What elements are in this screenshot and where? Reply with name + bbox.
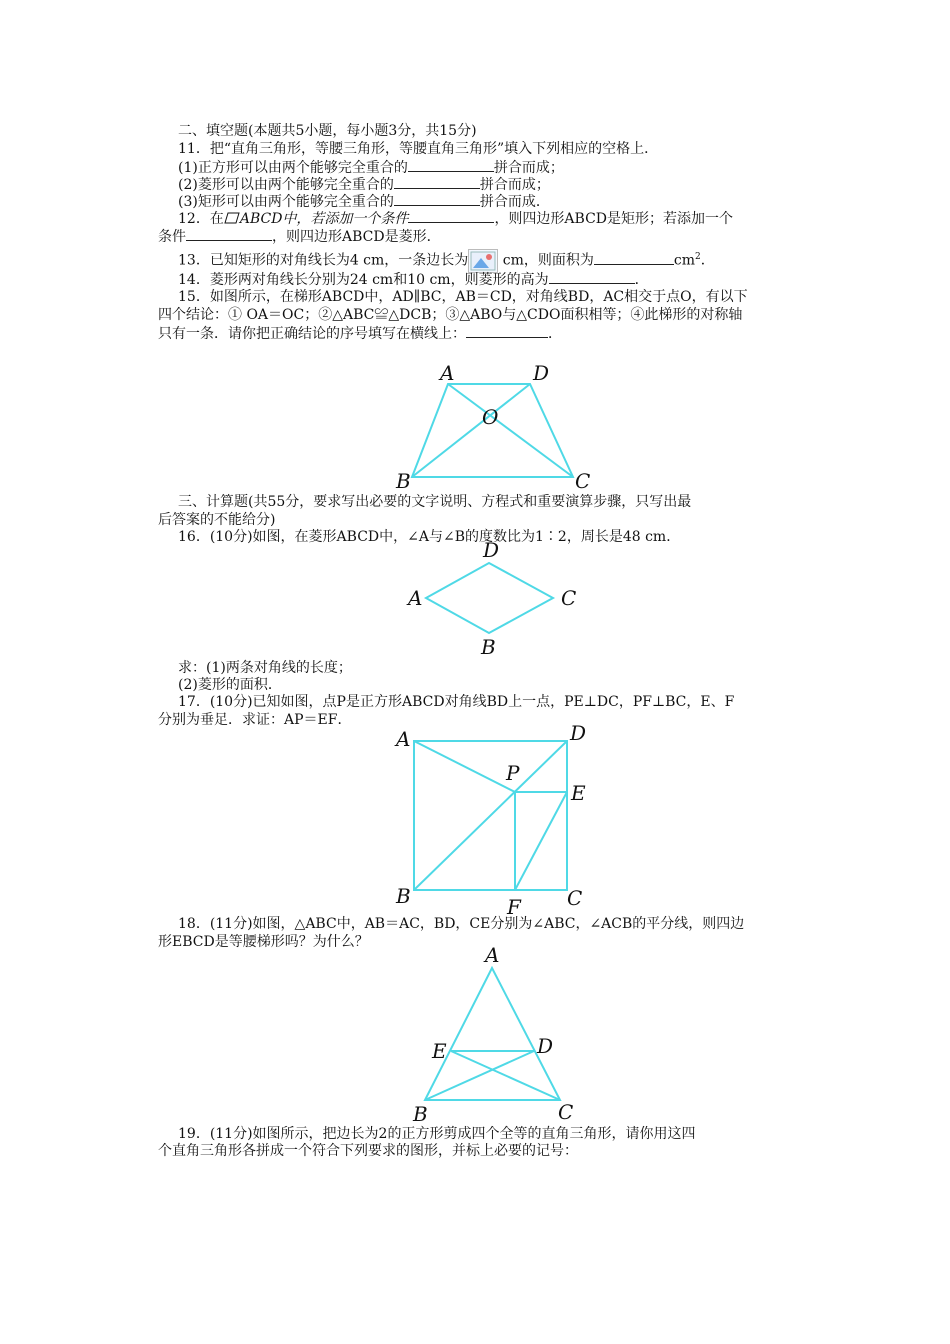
q13-b: cm，则面积为 xyxy=(502,252,594,269)
q11-3-pre: (3)矩形可以由两个能够完全重合的 xyxy=(178,194,394,210)
q14-blank[interactable] xyxy=(549,270,635,284)
q16: 16．(10分)如图，在菱形ABCD中，∠A与∠B的度数比为1∶2，周长是48 cm． xyxy=(178,529,681,545)
label-a: A xyxy=(408,586,423,610)
trapezoid-outline xyxy=(412,384,573,477)
label-d: D xyxy=(537,1034,554,1058)
q14-b: ． xyxy=(634,272,649,288)
q13-blank[interactable] xyxy=(594,251,674,265)
q15-l3-text: 只有一条．请你把正确结论的序号填写在横线上： xyxy=(158,326,466,342)
q11-2-post: 拼合而成； xyxy=(479,177,550,193)
q13-a: 13．已知矩形的对角线长为4 cm，一条边长为 xyxy=(178,252,469,269)
q12-a: 12．在 xyxy=(178,211,224,227)
q17-l2: 分别为垂足．求证：AP＝EF． xyxy=(158,712,352,728)
q12-line1 xyxy=(178,209,733,228)
q12-blank1[interactable] xyxy=(408,209,494,223)
diagonal-bd xyxy=(414,741,567,890)
q11-1-post: 拼合而成； xyxy=(493,160,564,176)
label-o: O xyxy=(482,405,499,429)
q11-2-blank[interactable] xyxy=(394,175,480,189)
q15-l3-end: ． xyxy=(548,326,562,342)
q12-b: ABCD中，若添加一个条件 xyxy=(239,211,409,227)
label-p: P xyxy=(506,761,520,785)
q11-3-blank[interactable] xyxy=(394,192,480,206)
q12-line2 xyxy=(158,227,441,246)
label-e: E xyxy=(432,1039,447,1063)
label-a: A xyxy=(485,943,500,967)
q15-l1: 15．如图所示，在梯形ABCD中，AD∥BC，AB＝CD，对角线BD，AC相交于点O，有以下 xyxy=(178,289,748,305)
q11-1-blank[interactable] xyxy=(408,158,494,172)
q16-ask1: 求：(1)两条对角线的长度； xyxy=(178,660,352,676)
label-c: C xyxy=(561,586,577,610)
label-f: F xyxy=(507,895,521,919)
section2-header: 二、填空题(本题共5小题，每小题3分，共15分) xyxy=(178,123,477,139)
q15-l2: 四个结论：① OA＝OC；②△ABC≌△DCB；③△ABO与△CDO面积相等；④此梯形的对称轴 xyxy=(158,307,743,323)
q19-l2: 个直角三角形各拼成一个符合下列要求的图形，并标上必要的记号： xyxy=(158,1143,578,1159)
label-c: C xyxy=(575,469,591,493)
parallelogram-icon xyxy=(224,211,240,227)
q12-blank2[interactable] xyxy=(186,227,272,241)
q12-c: ，则四边形ABCD是矩形；若添加一个 xyxy=(494,211,734,227)
square-outline xyxy=(414,741,567,890)
diagonal-bd xyxy=(412,384,530,477)
rhombus-outline xyxy=(426,563,553,633)
q15-l3 xyxy=(158,324,562,343)
q15-blank[interactable] xyxy=(466,324,548,338)
q11-stem: 11．把“直角三角形，等腰三角形，等腰直角三角形”填入下列相应的空格上． xyxy=(178,141,659,157)
q14 xyxy=(178,270,649,289)
q11-2-pre: (2)菱形可以由两个能够完全重合的 xyxy=(178,177,394,193)
q13-sup: 2 xyxy=(695,252,701,262)
section3-header-l1: 三、计算题(共55分，要求写出必要的文字说明、方程式和重要演算步骤，只写出最 xyxy=(178,494,692,510)
section3-header-l2: 后答案的不能给分) xyxy=(158,512,276,528)
q13-d: ． xyxy=(700,252,715,269)
label-c: C xyxy=(558,1100,574,1124)
q11-3-post: 拼合而成． xyxy=(479,194,550,210)
q18-l2: 形EBCD是等腰梯形吗？为什么？ xyxy=(158,934,369,950)
q11-1-pre: (1)正方形可以由两个能够完全重合的 xyxy=(178,160,408,176)
label-c: C xyxy=(567,886,583,910)
q17-l1: 17．(10分)已知如图，点P是正方形ABCD对角线BD上一点，PE⊥DC，PF⊥BC，E、F xyxy=(178,694,735,710)
q13 xyxy=(178,248,715,273)
diagonal-ac xyxy=(448,384,573,477)
bisector-ce xyxy=(451,1051,560,1100)
q14-a: 14．菱形两对角线长分别为24 cm和10 cm，则菱形的高为 xyxy=(178,272,549,288)
segment-ap xyxy=(414,741,515,792)
label-b: B xyxy=(396,469,411,493)
q16-ask2: (2)菱形的面积． xyxy=(178,677,282,693)
triangle-outline xyxy=(425,968,560,1100)
q18-l1: 18．(11分)如图，△ABC中，AB＝AC，BD，CE分别为∠ABC，∠ACB的平分线，则四边 xyxy=(178,916,745,932)
label-d: D xyxy=(533,361,550,385)
label-b: B xyxy=(413,1102,428,1126)
label-a: A xyxy=(440,361,455,385)
q12-e: ，则四边形ABCD是菱形． xyxy=(272,229,441,245)
label-e: E xyxy=(571,781,586,805)
bisector-bd xyxy=(425,1051,534,1100)
q12-d: 条件 xyxy=(158,229,186,245)
q19-l1: 19．(11分)如图所示，把边长为2的正方形剪成四个全等的直角三角形，请你用这四 xyxy=(178,1126,696,1142)
label-d: D xyxy=(483,538,500,562)
q13-c: cm xyxy=(673,252,695,269)
label-b: B xyxy=(481,635,496,659)
label-d: D xyxy=(570,721,587,745)
segment-ef xyxy=(515,792,567,890)
label-a: A xyxy=(396,727,411,751)
label-b: B xyxy=(396,884,411,908)
